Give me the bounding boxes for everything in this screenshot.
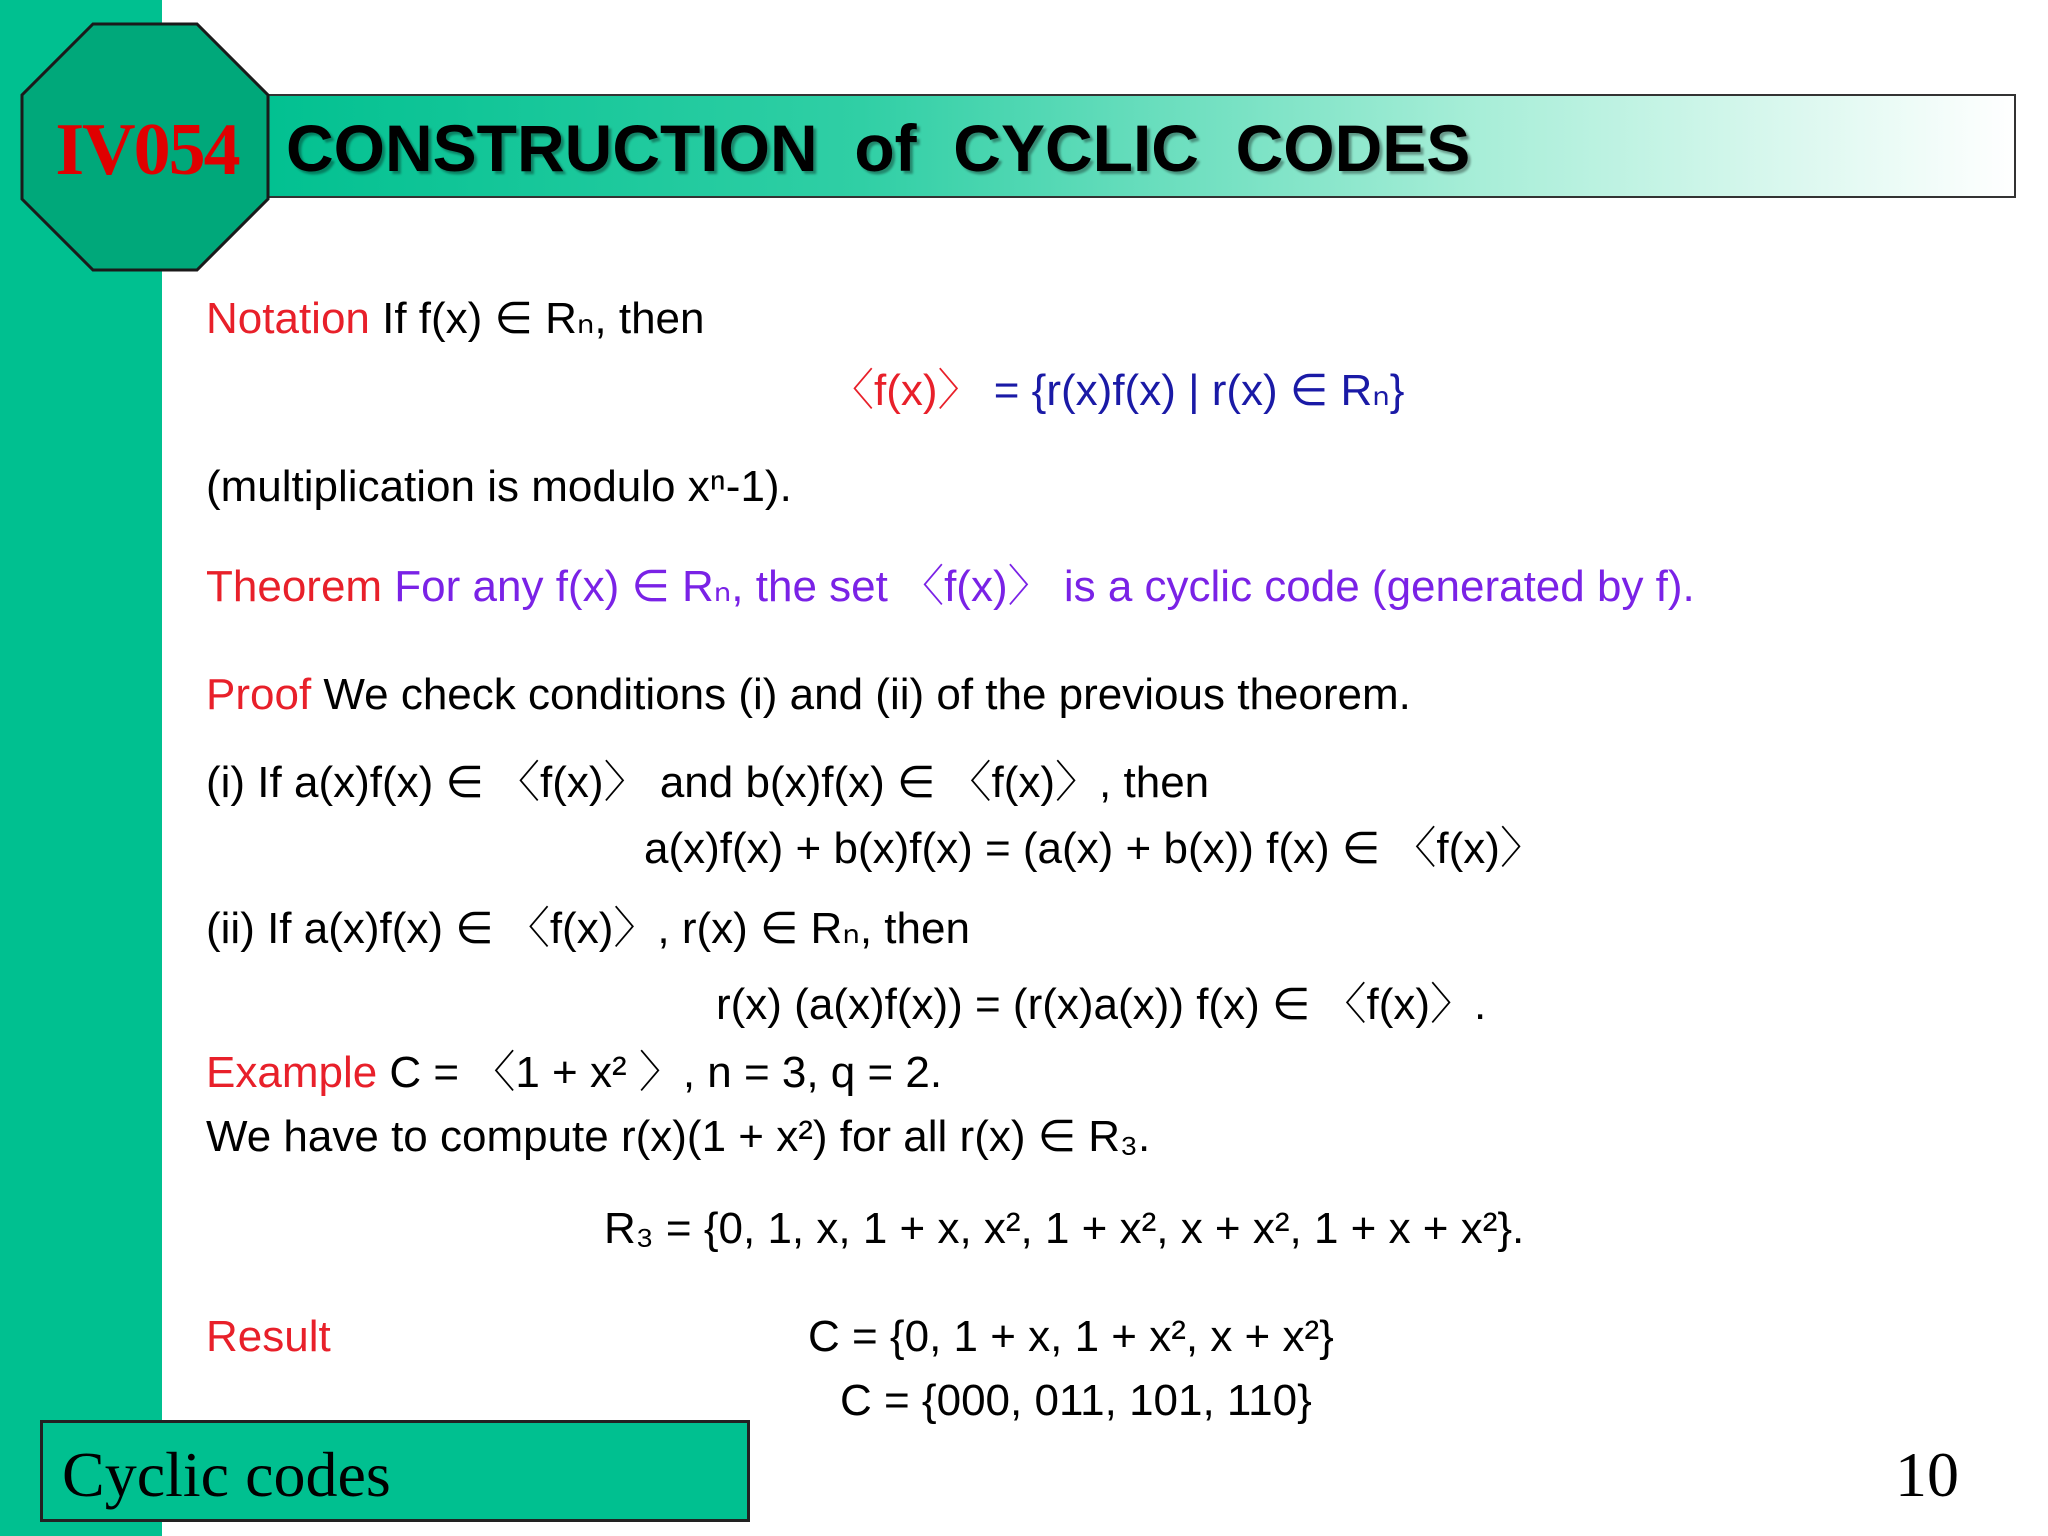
condition-ii-premise: (ii) If a(x)f(x) ∈ 〈f(x)〉, r(x) ∈ Rₙ, then bbox=[206, 904, 970, 953]
ideal-definition: = {r(x)f(x) | r(x) ∈ Rₙ} bbox=[981, 366, 1405, 415]
example-label: Example bbox=[206, 1048, 378, 1097]
notation-line bbox=[206, 292, 705, 346]
theorem-label: Theorem bbox=[206, 562, 383, 611]
condition-ii-conclusion: r(x) (a(x)f(x)) = (r(x)a(x)) f(x) ∈ 〈f(x)〉. bbox=[716, 980, 1487, 1029]
course-code: IV054 bbox=[55, 109, 239, 191]
modulo-note: (multiplication is modulo xⁿ-1). bbox=[206, 462, 792, 511]
slide-title: CONSTRUCTION of CYCLIC CODES bbox=[286, 111, 1471, 185]
condition-i-conclusion: a(x)f(x) + b(x)f(x) = (a(x) + b(x)) f(x) ∈ 〈f(x)〉 bbox=[644, 824, 1544, 873]
ideal-symbol: 〈f(x)〉 bbox=[830, 366, 982, 415]
proof-label: Proof bbox=[206, 670, 312, 719]
theorem-text: For any f(x) ∈ Rₙ, the set 〈f(x)〉 is a cyclic code (generated by f). bbox=[382, 562, 1695, 611]
notation-label: Notation bbox=[206, 294, 370, 343]
result-polynomials: C = {0, 1 + x, 1 + x², x + x²} bbox=[808, 1312, 1334, 1361]
r3-set: R₃ = {0, 1, x, 1 + x, x², 1 + x², x + x², 1 + x + x²}. bbox=[604, 1204, 1525, 1253]
result-codewords: C = {000, 011, 101, 110} bbox=[840, 1376, 1312, 1425]
example-text: C = 〈1 + x² 〉, n = 3, q = 2. bbox=[377, 1048, 943, 1097]
proof-line bbox=[206, 668, 1411, 722]
example-line bbox=[206, 1046, 942, 1100]
notation-formula bbox=[830, 364, 1404, 418]
proof-text: We check conditions (i) and (ii) of the previous theorem. bbox=[311, 670, 1411, 719]
footer-topic: Cyclic codes bbox=[62, 1439, 391, 1510]
condition-i-premise: (i) If a(x)f(x) ∈ 〈f(x)〉 and b(x)f(x) ∈ 〈f(x)〉, then bbox=[206, 758, 1210, 807]
notation-text: If f(x) ∈ Rₙ, then bbox=[369, 294, 705, 343]
theorem-line bbox=[206, 560, 1695, 614]
result-label: Result bbox=[206, 1312, 331, 1361]
page-number: 10 bbox=[1895, 1439, 1959, 1510]
compute-line: We have to compute r(x)(1 + x²) for all r(x) ∈ R₃. bbox=[206, 1112, 1151, 1161]
